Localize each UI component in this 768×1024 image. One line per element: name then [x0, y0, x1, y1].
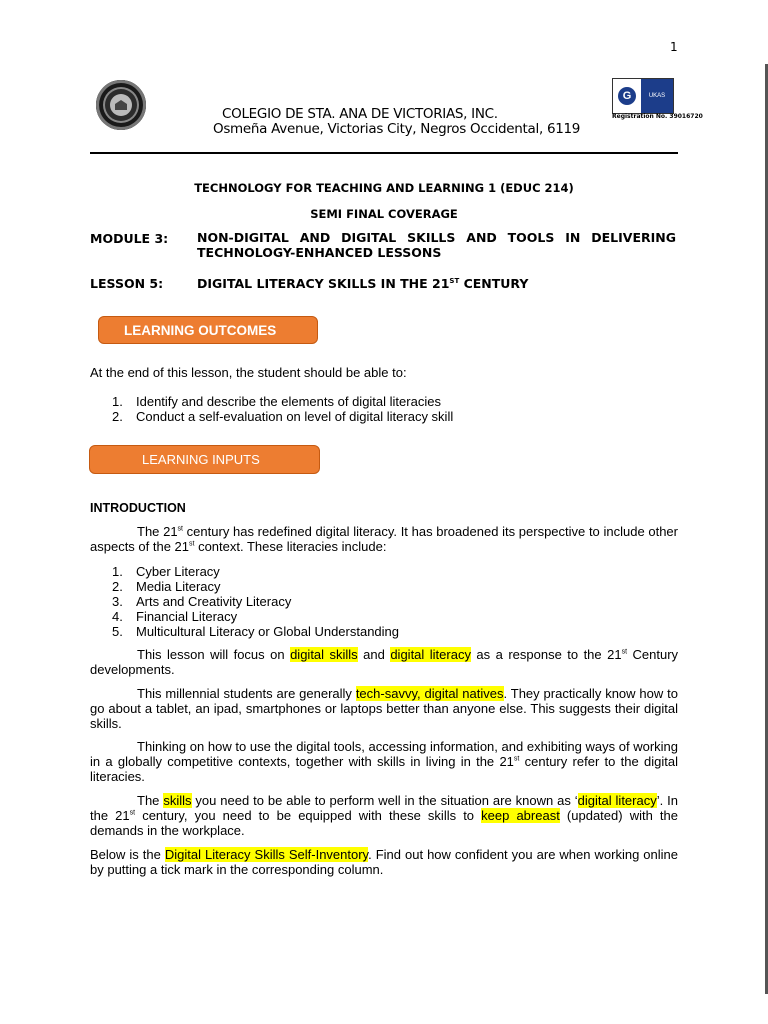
- outcomes-intro: At the end of this lesson, the student should be able to:: [90, 365, 407, 380]
- ukas-mark: UKAS: [641, 79, 673, 113]
- header-divider: [90, 152, 678, 154]
- list-item: 2. Media Literacy: [112, 579, 221, 594]
- highlight-digital-literacy-2: digital literacy: [577, 793, 657, 808]
- intro-paragraph-4: Thinking on how to use the digital tools, accessing information, and exhibiting ways of working in a globally competitive contexts, together with skills in living in the 21st century refer to the digital literacies.: [90, 739, 678, 784]
- learning-outcomes-heading: LEARNING OUTCOMES: [98, 316, 318, 344]
- intro-paragraph-5: The skills you need to be able to perform well in the situation are known as ‘digital literacy’. In the 21st century, you need to be equipped with these skills to keep abreast (updated) with the demands in the workplace.: [90, 793, 678, 838]
- intro-paragraph-2: This lesson will focus on digital skills and digital literacy as a response to the 21st Century developments.: [90, 647, 679, 677]
- highlight-keep-abreast: keep abreast: [481, 808, 560, 823]
- school-seal-logo: [96, 80, 146, 130]
- learning-inputs-heading: LEARNING INPUTS: [89, 445, 320, 474]
- literacies-list: [90, 564, 399, 639]
- list-item: 3. Arts and Creativity Literacy: [112, 594, 292, 609]
- school-name: COLEGIO DE STA. ANA DE VICTORIAS, INC.: [222, 106, 498, 122]
- module-title-line1: NON-DIGITAL AND DIGITAL SKILLS AND TOOLS IN DELIVERING: [197, 230, 676, 245]
- intro-paragraph-6: Below is the Digital Literacy Skills Self-Inventory. Find out how confident you are when working online by putting a tick mark in the corresponding column.: [90, 847, 678, 877]
- list-item: 4. Financial Literacy: [112, 609, 238, 624]
- school-address: Osmeña Avenue, Victorias City, Negros Occidental, 6119: [213, 121, 581, 137]
- highlight-tech-savvy: tech-savvy, digital natives: [355, 686, 504, 701]
- list-item: 2. Conduct a self-evaluation on level of digital literacy skill: [112, 409, 454, 424]
- highlight-digital-skills: digital skills: [290, 647, 358, 662]
- module-title-line2: TECHNOLOGY-ENHANCED LESSONS: [197, 245, 442, 260]
- certification-g-icon: G: [618, 87, 636, 105]
- certification-logo: [612, 78, 674, 114]
- list-item: 1. Cyber Literacy: [112, 564, 220, 579]
- coverage-label: SEMI FINAL COVERAGE: [310, 207, 458, 221]
- list-item: 5. Multicultural Literacy or Global Understanding: [112, 624, 400, 639]
- highlight-digital-literacy: digital literacy: [390, 647, 471, 662]
- module-label: MODULE 3:: [90, 231, 169, 246]
- intro-paragraph-3: This millennial students are generally tech-savvy, digital natives. They practically know how to go about a tablet, an ipad, smartphones or laptops better than anyone else. This suggests their digital skills.: [90, 686, 678, 731]
- highlight-self-inventory: Digital Literacy Skills Self-Inventory: [164, 847, 369, 862]
- outcomes-list: [90, 394, 453, 424]
- lesson-title: DIGITAL LITERACY SKILLS IN THE 21ST CENTURY: [197, 276, 529, 291]
- lesson-label: LESSON 5:: [90, 276, 164, 291]
- course-title: TECHNOLOGY FOR TEACHING AND LEARNING 1 (EDUC 214): [194, 181, 574, 195]
- highlight-skills: skills: [163, 793, 192, 808]
- page-number: 1: [670, 40, 678, 54]
- intro-paragraph-1: The 21st century has redefined digital literacy. It has broadened its perspective to include other aspects of the 21st context. These literacies include:: [90, 524, 678, 554]
- list-item: 1. Identify and describe the elements of digital literacies: [112, 394, 441, 409]
- introduction-heading: INTRODUCTION: [90, 501, 186, 515]
- registration-number: Registration No. 39016720: [612, 113, 703, 120]
